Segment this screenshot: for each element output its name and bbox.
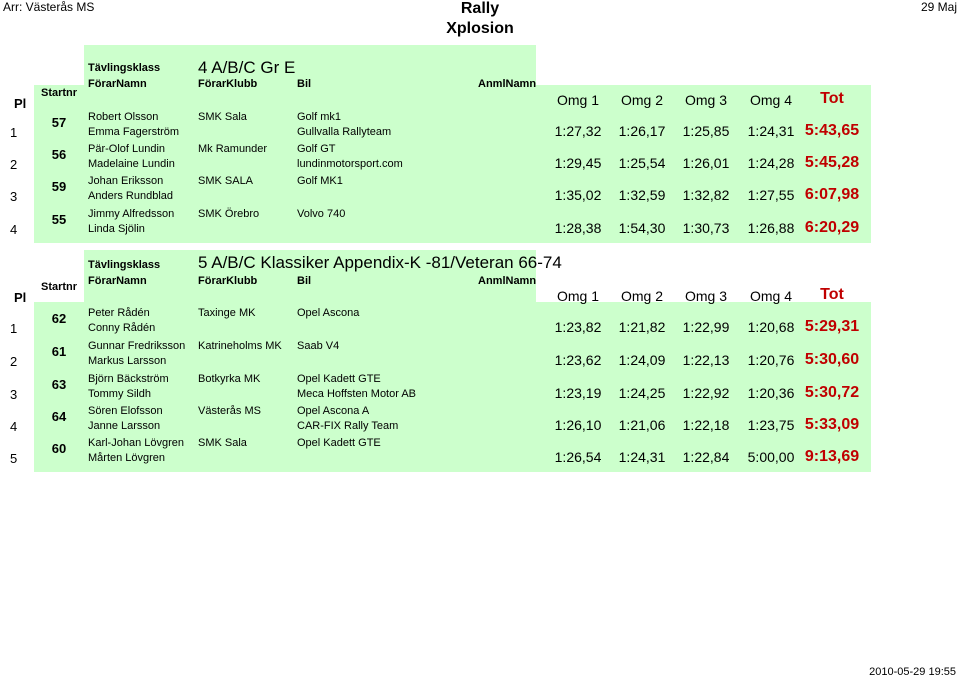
row-omg3: 1:25,85 (682, 123, 730, 139)
row-pl: 1 (10, 125, 18, 140)
row-omg3: 1:30,73 (682, 220, 730, 236)
row-tot: 5:29,31 (804, 318, 860, 335)
row-pl: 4 (10, 419, 18, 434)
row-codriver: Linda Sjölin (88, 223, 145, 235)
row-club: Mk Ramunder (198, 143, 268, 155)
col-omg1-header: Omg 1 (556, 92, 599, 108)
row-omg2: 1:24,09 (618, 352, 666, 368)
col-pl-header: Pl (14, 96, 27, 111)
row-startnr: 57 (51, 115, 67, 130)
col-bil-header: Bil (297, 78, 312, 90)
row-omg1: 1:23,19 (554, 385, 602, 401)
row-club: Taxinge MK (198, 307, 256, 319)
row-omg2: 1:54,30 (618, 220, 666, 236)
table-row (0, 340, 960, 372)
row-club: Västerås MS (198, 405, 261, 417)
row-startnr: 61 (51, 344, 67, 359)
row-startnr: 64 (51, 409, 67, 424)
row-driver: Robert Olsson (88, 111, 159, 123)
row-car: Golf MK1 (297, 175, 343, 187)
row-codriver: Conny Rådén (88, 322, 156, 334)
row-omg1: 1:23,82 (554, 319, 602, 335)
row-omg3: 1:26,01 (682, 155, 730, 171)
row-omg1: 1:35,02 (554, 187, 602, 203)
table-row (0, 405, 960, 437)
row-pl: 2 (10, 354, 18, 369)
row-pl: 3 (10, 387, 18, 402)
col-tot-header: Tot (820, 286, 844, 303)
row-tot: 6:07,98 (804, 186, 860, 203)
results-section-2 (0, 250, 960, 472)
table-row (0, 208, 960, 240)
row-driver: Jimmy Alfredsson (88, 208, 175, 220)
row-omg2: 1:21,82 (618, 319, 666, 335)
row-omg4: 1:27,55 (747, 187, 795, 203)
row-entrant: Gullvalla Rallyteam (297, 126, 392, 138)
col-forarklubb-header: FörarKlubb (198, 275, 258, 287)
table-row (0, 175, 960, 207)
row-tot: 9:13,69 (804, 448, 860, 465)
row-omg4: 5:00,00 (747, 449, 795, 465)
col-forarklubb-header: FörarKlubb (198, 78, 258, 90)
col-forarnamn-header: FörarNamn (88, 78, 147, 90)
row-car: Volvo 740 (297, 208, 346, 220)
row-omg2: 1:25,54 (618, 155, 666, 171)
row-omg3: 1:22,92 (682, 385, 730, 401)
row-driver: Pär-Olof Lundin (88, 143, 166, 155)
col-omg2-header: Omg 2 (620, 288, 663, 304)
row-codriver: Anders Rundblad (88, 190, 174, 202)
row-club: SMK SALA (198, 175, 254, 187)
row-omg3: 1:22,13 (682, 352, 730, 368)
table-row (0, 143, 960, 175)
row-club: SMK Sala (198, 437, 247, 449)
row-pl: 2 (10, 157, 18, 172)
row-omg1: 1:27,32 (554, 123, 602, 139)
table-row (0, 437, 960, 469)
results-section-1 (0, 45, 960, 243)
col-bil-header: Bil (297, 275, 312, 287)
row-omg1: 1:28,38 (554, 220, 602, 236)
row-omg3: 1:22,99 (682, 319, 730, 335)
table-row (0, 307, 960, 339)
row-pl: 4 (10, 222, 18, 237)
row-codriver: Markus Larsson (88, 355, 167, 367)
col-omg1-header: Omg 1 (556, 288, 599, 304)
row-tot: 5:30,72 (804, 384, 860, 401)
row-driver: Björn Bäckström (88, 373, 169, 385)
class-name: 4 A/B/C Gr E (198, 58, 296, 77)
row-omg4: 1:20,36 (747, 385, 795, 401)
row-club: Botkyrka MK (198, 373, 261, 385)
page-title: Rally (460, 0, 500, 17)
col-omg3-header: Omg 3 (684, 92, 727, 108)
row-omg1: 1:23,62 (554, 352, 602, 368)
class-label: Tävlingsklass (88, 62, 161, 74)
row-omg3: 1:22,84 (682, 449, 730, 465)
col-startnr-header: Startnr (41, 87, 78, 99)
row-pl: 5 (10, 451, 18, 466)
row-omg2: 1:21,06 (618, 417, 666, 433)
col-pl-header: Pl (14, 290, 27, 305)
class-name: 5 A/B/C Klassiker Appendix-K -81/Veteran 66-74 (198, 253, 562, 272)
row-entrant: Meca Hoffsten Motor AB (297, 388, 417, 400)
row-omg4: 1:20,68 (747, 319, 795, 335)
row-car: Opel Kadett GTE (297, 437, 381, 449)
col-anmlnamn-header: AnmlNamn (478, 275, 537, 287)
row-codriver: Emma Fagerström (88, 126, 180, 138)
col-forarnamn-header: FörarNamn (88, 275, 147, 287)
row-omg3: 1:22,18 (682, 417, 730, 433)
row-startnr: 60 (51, 441, 67, 456)
row-omg2: 1:26,17 (618, 123, 666, 139)
col-omg4-header: Omg 4 (749, 92, 792, 108)
row-startnr: 56 (51, 147, 67, 162)
row-car: Opel Ascona (297, 307, 360, 319)
page-subtitle: Xplosion (446, 20, 514, 37)
row-club: SMK Sala (198, 111, 247, 123)
row-codriver: Mårten Lövgren (88, 452, 166, 464)
row-startnr: 59 (51, 179, 67, 194)
row-driver: Sören Elofsson (88, 405, 163, 417)
row-club: SMK Örebro (198, 208, 260, 220)
row-tot: 5:45,28 (804, 154, 860, 171)
row-driver: Peter Rådén (88, 307, 150, 319)
row-car: Saab V4 (297, 340, 340, 352)
row-omg4: 1:23,75 (747, 417, 795, 433)
row-tot: 5:33,09 (804, 416, 860, 433)
row-omg4: 1:24,28 (747, 155, 795, 171)
row-codriver: Tommy Sildh (88, 388, 151, 400)
row-car: Golf GT (297, 143, 336, 155)
row-car: Opel Kadett GTE (297, 373, 381, 385)
row-club: Katrineholms MK (198, 340, 282, 352)
col-anmlnamn-header: AnmlNamn (478, 78, 537, 90)
table-row (0, 373, 960, 405)
col-omg4-header: Omg 4 (749, 288, 792, 304)
row-entrant: CAR-FIX Rally Team (297, 420, 399, 432)
row-omg2: 1:32,59 (618, 187, 666, 203)
row-tot: 5:43,65 (804, 122, 860, 139)
row-omg4: 1:26,88 (747, 220, 795, 236)
row-omg4: 1:20,76 (747, 352, 795, 368)
row-omg1: 1:26,10 (554, 417, 602, 433)
table-row (0, 111, 960, 143)
col-tot-header: Tot (820, 90, 844, 107)
row-pl: 1 (10, 321, 18, 336)
row-startnr: 55 (51, 212, 67, 227)
row-codriver: Madelaine Lundin (88, 158, 175, 170)
col-omg3-header: Omg 3 (684, 288, 727, 304)
row-omg4: 1:24,31 (747, 123, 795, 139)
row-omg1: 1:29,45 (554, 155, 602, 171)
row-driver: Karl-Johan Lövgren (88, 437, 185, 449)
row-omg1: 1:26,54 (554, 449, 602, 465)
header-left: Arr: Västerås MS (3, 0, 95, 14)
row-pl: 3 (10, 189, 18, 204)
row-startnr: 62 (51, 311, 67, 326)
row-entrant: lundinmotorsport.com (297, 158, 403, 170)
row-car: Golf mk1 (297, 111, 342, 123)
row-driver: Gunnar Fredriksson (88, 340, 186, 352)
footer-timestamp: 2010-05-29 19:55 (869, 666, 956, 678)
class-label: Tävlingsklass (88, 259, 161, 271)
col-startnr-header: Startnr (41, 281, 78, 293)
row-omg2: 1:24,25 (618, 385, 666, 401)
row-car: Opel Ascona A (297, 405, 370, 417)
row-omg2: 1:24,31 (618, 449, 666, 465)
row-tot: 6:20,29 (804, 219, 860, 236)
row-driver: Johan Eriksson (88, 175, 164, 187)
header-date: 29 Maj (920, 0, 957, 14)
row-omg3: 1:32,82 (682, 187, 730, 203)
row-tot: 5:30,60 (804, 351, 860, 368)
col-omg2-header: Omg 2 (620, 92, 663, 108)
row-startnr: 63 (51, 377, 67, 392)
row-codriver: Janne Larsson (88, 420, 161, 432)
